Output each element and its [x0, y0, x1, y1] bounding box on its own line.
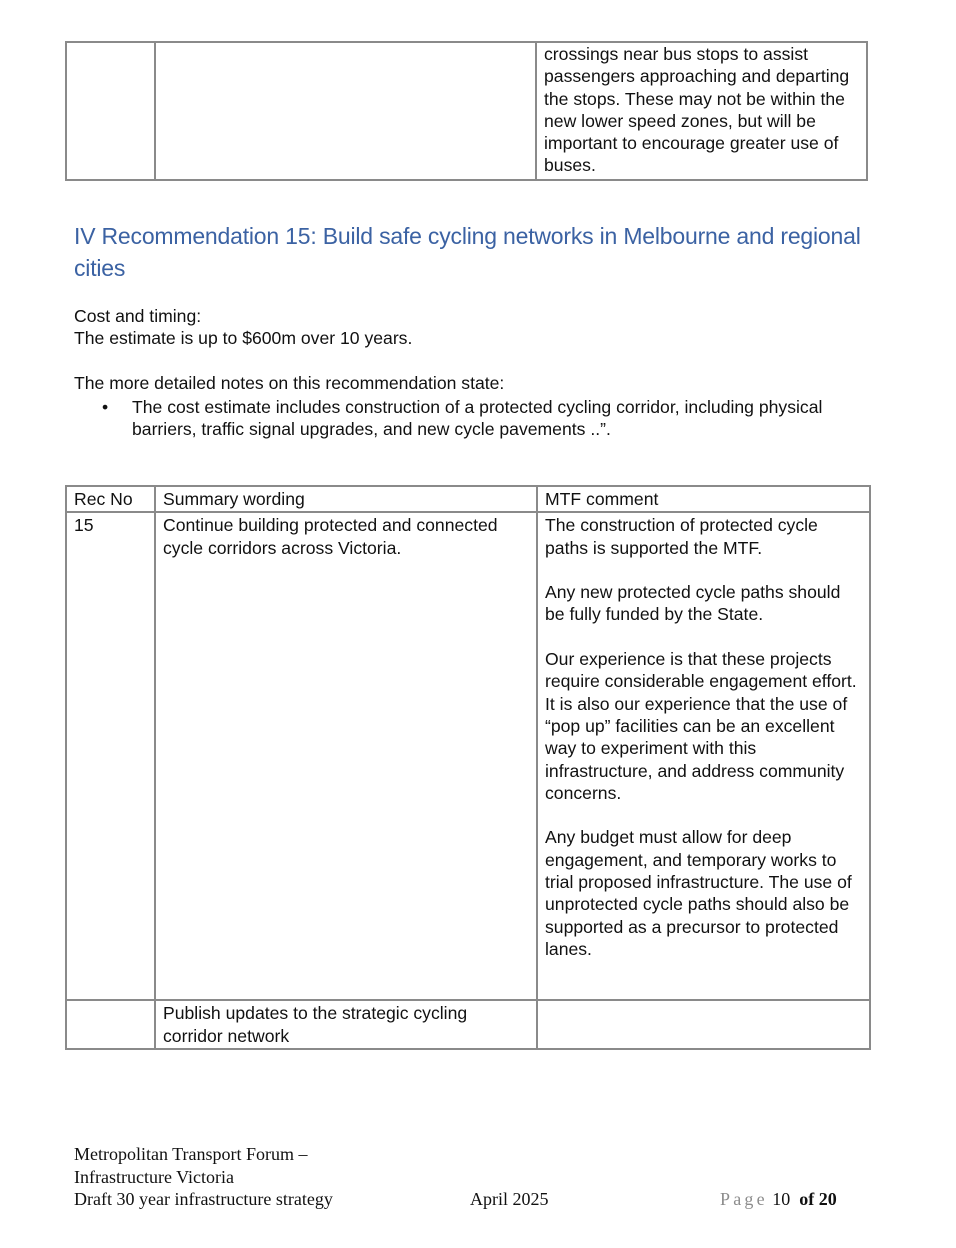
rec-no-cell: [66, 42, 155, 180]
notes-bullet-list: [74, 396, 854, 441]
page-number: [720, 1188, 837, 1211]
page-footer: [74, 1143, 864, 1211]
page-total: of 20: [799, 1189, 837, 1209]
bullet-text: The cost estimate includes construction of a protected cycling corridor, including physical barriers, traffic signal upgrades, and new cycle pavements ..”.: [132, 397, 823, 440]
header-comment: MTF comment: [537, 486, 870, 512]
comment-paragraph: The construction of protected cycle paths is supported the MTF.: [545, 515, 818, 558]
header-rec-no: Rec No: [66, 486, 155, 512]
comment-paragraph: Any budget must allow for deep engagement, and temporary works to trial proposed infrastructure. The use of unprotected cycle paths should also be supported as a precursor to protected lanes.: [545, 827, 852, 959]
recommendation-table: [65, 485, 871, 1050]
table-row: [66, 512, 870, 1000]
comment-cell: crossings near bus stops to assist passengers approaching and departing the stops. These may not be within the new lower speed zones, but will be important to encourage greater use of buses.: [536, 42, 867, 180]
table-row: [66, 42, 867, 180]
section-heading: IV Recommendation 15: Build safe cycling networks in Melbourne and regional cities: [74, 223, 861, 281]
footer-document-title: Draft 30 year infrastructure strategy: [74, 1189, 333, 1209]
comment-paragraph: Any new protected cycle paths should be fully funded by the State.: [545, 582, 841, 625]
continued-table: [65, 41, 868, 181]
summary-cell: Publish updates to the strategic cycling corridor network: [155, 1000, 537, 1049]
rec-no-cell: 15: [66, 512, 155, 1000]
footer-recipient: Infrastructure Victoria: [74, 1166, 235, 1187]
summary-cell: [155, 42, 536, 180]
page-current: 10: [772, 1189, 791, 1209]
notes-intro: The more detailed notes on this recommendation state:: [74, 373, 505, 393]
comment-cell: [537, 512, 870, 1000]
footer-org: Metropolitan Transport Forum –: [74, 1144, 308, 1164]
header-summary: Summary wording: [155, 486, 537, 512]
cost-text: The estimate is up to $600m over 10 years.: [74, 328, 413, 348]
page-label: Page: [720, 1189, 768, 1209]
comment-paragraph: Our experience is that these projects require considerable engagement effort. It is also our experience that the use of “pop up” facilities can be an excellent way to experiment with this infrastructure, and address community concerns.: [545, 649, 857, 803]
summary-cell: Continue building protected and connected cycle corridors across Victoria.: [155, 512, 537, 1000]
cost-label: Cost and timing:: [74, 306, 202, 326]
footer-date: April 2025: [470, 1189, 549, 1209]
rec-no-cell: [66, 1000, 155, 1049]
comment-cell: [537, 1000, 870, 1049]
list-item: [74, 396, 854, 441]
table-header-row: [66, 486, 870, 512]
bullet-icon: •: [102, 397, 109, 417]
table-row: [66, 1000, 870, 1049]
